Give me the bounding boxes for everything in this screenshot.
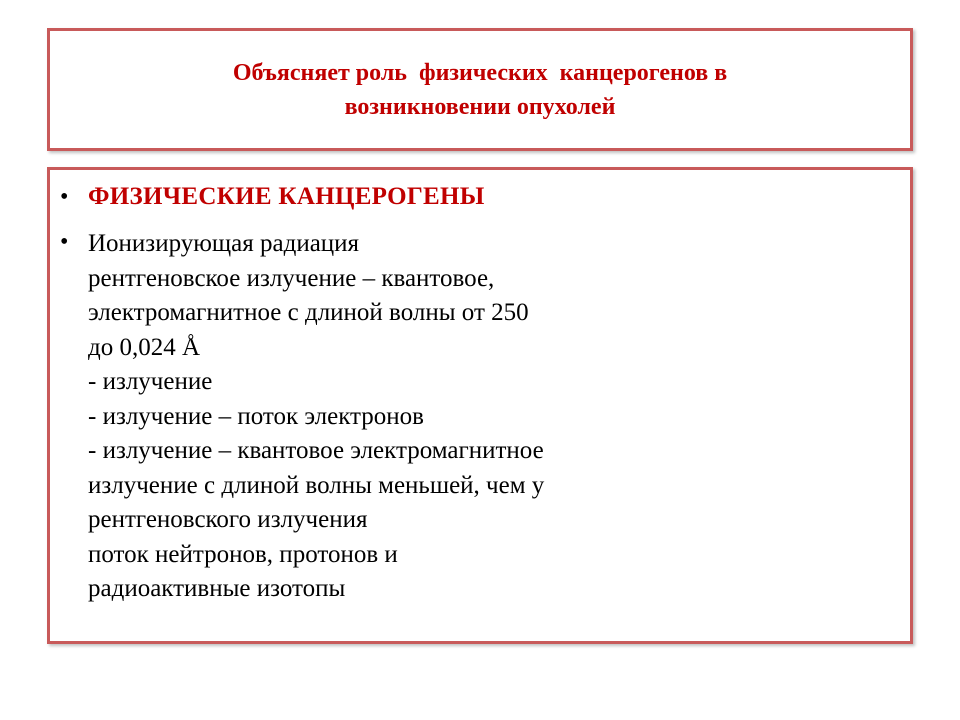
text-line: - излучение – поток электронов	[88, 402, 424, 430]
bullet-marker: •	[60, 229, 69, 255]
text-line: радиоактивные изотопы	[88, 575, 346, 602]
bullet-marker: •	[60, 184, 69, 210]
text-line: электромагнитное с длиной волны от 250	[88, 299, 529, 326]
bullet-item-heading	[60, 182, 485, 212]
text-line: - излучение	[88, 368, 213, 395]
text-line: - излучение – квантовое электромагнитное	[88, 437, 544, 464]
content-box	[47, 167, 913, 644]
text-line: поток нейтронов, протонов и	[88, 540, 398, 568]
text-line: Ионизирующая радиация	[88, 230, 360, 257]
section-heading: ФИЗИЧЕСКИЕ КАНЦЕРОГЕНЫ	[88, 183, 485, 210]
text-line: рентгеновское излучение – квантовое,	[88, 264, 495, 292]
slide-title: Объясняет роль физических канцерогенов в возникновении опухолей	[232, 59, 734, 120]
title-box	[47, 28, 913, 151]
text-line: рентгеновского излучения	[88, 506, 368, 533]
text-line: до 0,024 Å	[88, 333, 201, 361]
text-line: излучение с длиной волны меньшей, чем у	[88, 471, 545, 499]
body-text	[88, 227, 544, 607]
bullet-item-body	[60, 227, 544, 607]
